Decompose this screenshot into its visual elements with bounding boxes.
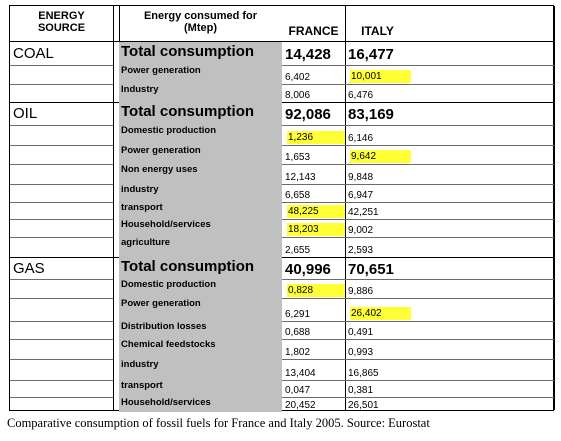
france-value-cell [282,380,345,397]
header-energy-consumed: Energy consumed for (Mtep) [143,10,258,34]
italy-value-cell [345,145,553,164]
column-divider [113,6,114,410]
energy-table [9,5,554,411]
italy-value: 9,886 [348,286,374,297]
category-label: Power generation [119,298,282,321]
italy-value: 70,651 [348,261,394,278]
france-value: 1,802 [285,347,311,358]
france-value: 1,236 [287,131,345,144]
italy-value: 83,169 [348,106,394,123]
header-italy: ITALY [361,25,394,38]
italy-value-cell [345,219,553,237]
france-value-cell [282,65,345,84]
italy-value-cell [345,257,553,279]
row-divider [10,359,113,360]
section-name: COAL [13,45,54,62]
italy-value-cell [345,279,553,298]
france-value: 12,143 [285,172,316,183]
italy-value-cell [345,102,553,125]
france-value-cell [282,102,345,125]
italy-value: 9,848 [348,172,374,183]
row-divider [10,164,113,165]
italy-value: 0,491 [348,327,374,338]
category-label: Domestic production [119,279,282,298]
italy-value: 0,993 [348,347,374,358]
category-label: Chemical feedstocks [119,339,282,359]
figure-caption: Comparative consumption of fossil fuels for France and Italy 2005. Source: Eurostat [7,416,430,430]
france-value: 0,047 [285,385,311,396]
france-value-cell [282,84,345,102]
france-value-cell [282,237,345,257]
italy-value: 42,251 [348,207,379,218]
france-value-cell [282,125,345,145]
category-label: Total consumption [119,42,282,65]
france-value-cell [282,298,345,321]
italy-value-cell [345,298,553,321]
italy-value-cell [345,65,553,84]
france-value: 6,291 [285,309,311,320]
row-divider [10,84,113,85]
france-value: 92,086 [285,106,331,123]
category-label: Domestic production [119,125,282,145]
france-value: 20,452 [285,400,316,411]
italy-value-cell [345,42,553,65]
france-value-cell [282,219,345,237]
france-value: 0,688 [285,327,311,338]
france-value-cell [282,397,345,412]
italy-value-cell [345,164,553,184]
italy-value: 2,593 [348,245,374,256]
category-label: Power generation [119,65,282,84]
italy-value-cell [345,84,553,102]
france-value-cell [282,42,345,65]
france-value-cell [282,321,345,339]
section-name: OIL [13,105,38,122]
category-label: industry [119,184,282,202]
row-divider [10,219,113,220]
france-value-cell [282,145,345,164]
france-value-cell [282,359,345,380]
france-value: 40,996 [285,261,331,278]
category-label: Total consumption [119,257,282,279]
italy-value: 9,642 [350,150,411,163]
row-divider [10,65,113,66]
column-divider [554,6,555,410]
category-label: Industry [119,84,282,102]
italy-value-cell [345,359,553,380]
france-value: 8,006 [285,90,311,101]
row-divider [10,380,113,381]
row-divider [10,184,113,185]
category-label: transport [119,380,282,397]
france-value: 2,655 [285,245,311,256]
italy-value-cell [345,184,553,202]
france-value-cell [282,257,345,279]
row-divider [10,202,113,203]
category-label: Household/services [119,219,282,237]
france-value-cell [282,164,345,184]
category-label: agriculture [119,237,282,257]
header-energy-source: ENERGY SOURCE [37,10,86,34]
italy-value: 26,402 [350,307,411,320]
france-value: 48,225 [287,205,345,218]
italy-value: 6,146 [348,133,374,144]
row-divider [10,321,113,322]
italy-value-cell [345,125,553,145]
italy-value: 10,001 [350,70,411,83]
italy-value-cell [345,380,553,397]
france-value-cell [282,184,345,202]
category-label: Non energy uses [119,164,282,184]
france-value: 6,402 [285,72,311,83]
category-label: Power generation [119,145,282,164]
category-label: Distribution losses [119,321,282,339]
france-value-cell [282,202,345,219]
row-divider [10,279,113,280]
italy-value: 0,381 [348,385,374,396]
row-divider [10,237,113,238]
france-value: 18,203 [287,223,345,236]
italy-value: 26,501 [348,400,379,411]
italy-value: 16,477 [348,46,394,63]
italy-value: 16,865 [348,368,379,379]
italy-value-cell [345,202,553,219]
italy-value-cell [345,339,553,359]
header-france: FRANCE [288,25,339,38]
france-value: 14,428 [285,46,331,63]
category-label: industry [119,359,282,380]
row-divider [10,397,113,398]
row-divider [10,145,113,146]
row-divider [10,298,113,299]
italy-value-cell [345,321,553,339]
italy-value-cell [345,237,553,257]
row-divider [10,125,113,126]
row-divider [10,339,113,340]
france-value: 6,658 [285,190,311,201]
section-name: GAS [13,260,45,277]
france-value: 13,404 [285,368,316,379]
italy-value: 6,476 [348,90,374,101]
category-label: Total consumption [119,102,282,125]
italy-value: 9,002 [348,225,374,236]
france-value: 1,653 [285,152,311,163]
france-value-cell [282,279,345,298]
france-value: 0,828 [287,284,345,297]
category-label: transport [119,202,282,219]
italy-value-cell [345,397,553,412]
category-label: Household/services [119,397,282,412]
france-value-cell [282,339,345,359]
italy-value: 6,947 [348,190,374,201]
